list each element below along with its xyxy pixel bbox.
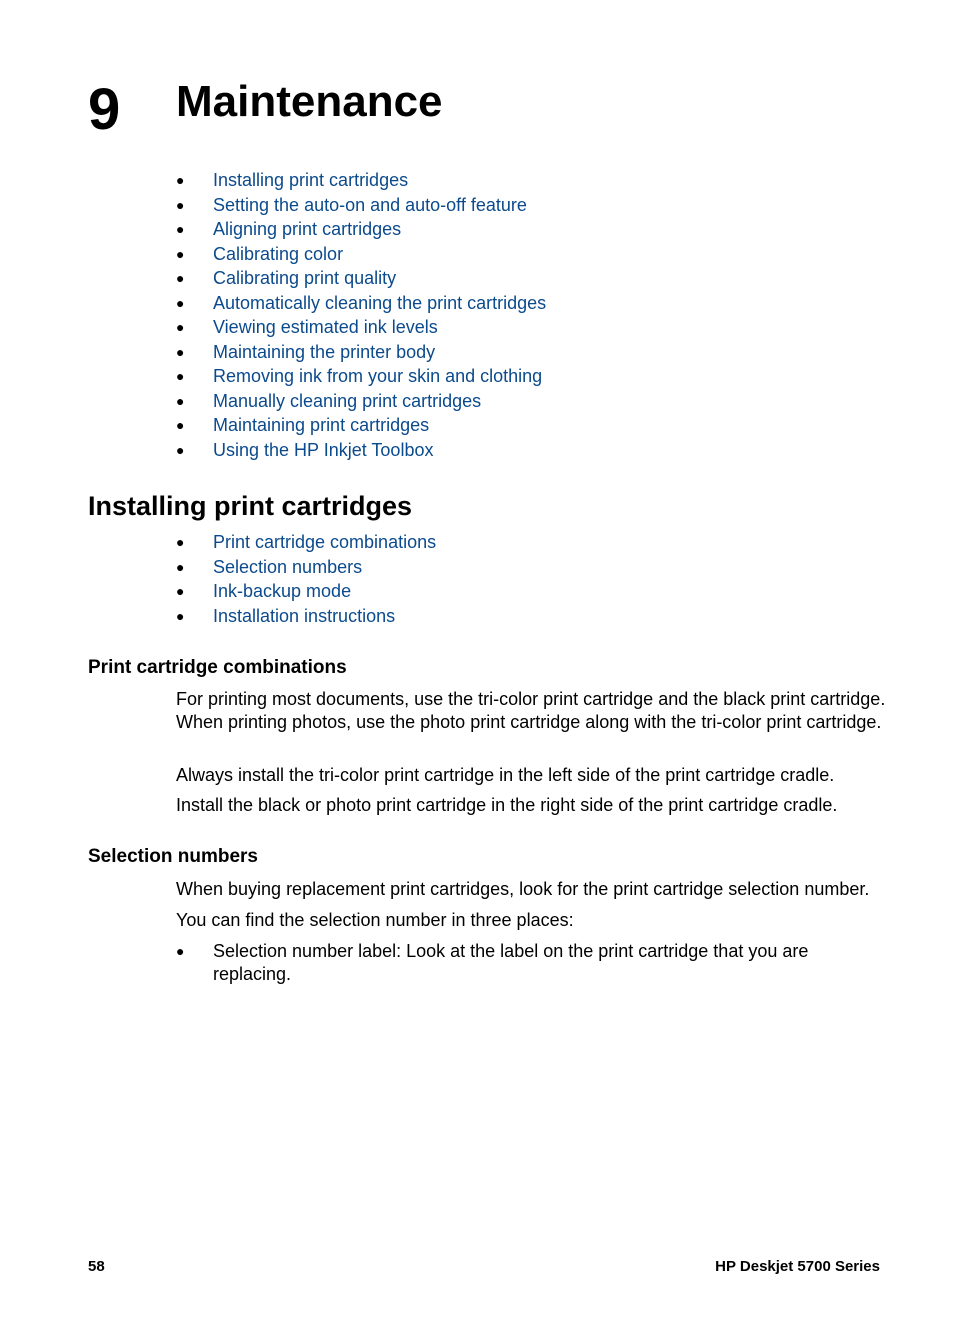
bullet-icon: ● [176,196,185,213]
toc-link[interactable]: Calibrating color [213,243,344,264]
list-item [176,266,546,291]
combinations-heading: Print cartridge combinations [88,657,347,678]
toc-link[interactable]: Maintaining print cartridges [213,415,430,435]
selection-bullet-item [176,940,876,985]
combinations-paragraph: Install the black or photo print cartridge in the right side of the print cartridge cradle. [176,795,838,815]
toc-link[interactable]: Automatically cleaning the print cartridges [213,292,547,313]
list-item [176,555,436,580]
list-item [176,340,546,365]
bullet-icon: ● [176,172,185,188]
bullet-icon: ● [176,558,185,575]
bullet-icon: ● [176,368,185,384]
bullet-icon: ● [176,343,185,360]
toc-link[interactable]: Viewing estimated ink levels [213,317,438,337]
bullet-icon: ● [176,221,185,237]
bullet-icon: ● [176,607,185,624]
bullet-icon: ● [176,319,185,335]
list-item [176,413,546,438]
toc-link[interactable]: Maintaining the printer body [213,341,436,362]
bullet-icon: ● [176,417,185,433]
list-item [176,217,546,242]
section-link[interactable]: Print cartridge combinations [213,532,437,552]
product-name: HP Deskjet 5700 Series [715,1258,880,1275]
toc-link[interactable]: Setting the auto-on and auto-off feature [213,194,527,215]
bullet-icon: ● [176,583,185,599]
bullet-icon: ● [176,441,185,458]
list-item [176,604,436,629]
selection-bullet-text: Selection number label: Look at the label on the print cartridge that you are replacing. [213,941,809,984]
selection-heading: Selection numbers [88,846,258,867]
page-number: 58 [88,1258,105,1275]
selection-paragraph: When buying replacement print cartridges, look for the print cartridge selection number. [176,879,870,899]
bullet-icon: ● [176,294,185,311]
bullet-icon: ● [176,392,185,409]
section-link[interactable]: Ink-backup mode [213,581,352,601]
section-toc-list [176,530,436,628]
combinations-paragraph: Always install the tri-color print cartridge in the left side of the print cartridge cradle. [176,765,835,785]
list-item [176,242,546,267]
chapter-number: 9 [88,77,121,142]
list-item [176,193,546,218]
selection-paragraph: You can find the selection number in three places: [176,910,574,930]
section-link[interactable]: Installation instructions [213,605,396,626]
list-item [176,579,436,604]
list-item [176,168,546,193]
list-item [176,364,546,389]
list-item [176,315,546,340]
toc-link[interactable]: Installing print cartridges [213,170,409,190]
toc-link[interactable]: Calibrating print quality [213,268,397,288]
bullet-icon: ● [176,245,185,262]
bullet-icon: ● [176,534,185,550]
section-link[interactable]: Selection numbers [213,556,363,577]
list-item [176,530,436,555]
chapter-toc-list [176,168,546,462]
bullet-icon: ● [176,943,185,959]
list-item [176,291,546,316]
list-item [176,389,546,414]
chapter-title: Maintenance [176,77,443,126]
bullet-icon: ● [176,270,185,286]
section-heading: Installing print cartridges [88,491,413,521]
toc-link[interactable]: Removing ink from your skin and clothing [213,366,543,386]
combinations-paragraph: For printing most documents, use the tri-color print cartridge and the black print cartridge. When printing photos, use the photo print cartridge along with the tri-color print cartridge. [176,689,886,732]
toc-link[interactable]: Using the HP Inkjet Toolbox [213,439,434,460]
list-item [176,438,546,463]
toc-link[interactable]: Aligning print cartridges [213,219,402,239]
toc-link[interactable]: Manually cleaning print cartridges [213,390,482,411]
